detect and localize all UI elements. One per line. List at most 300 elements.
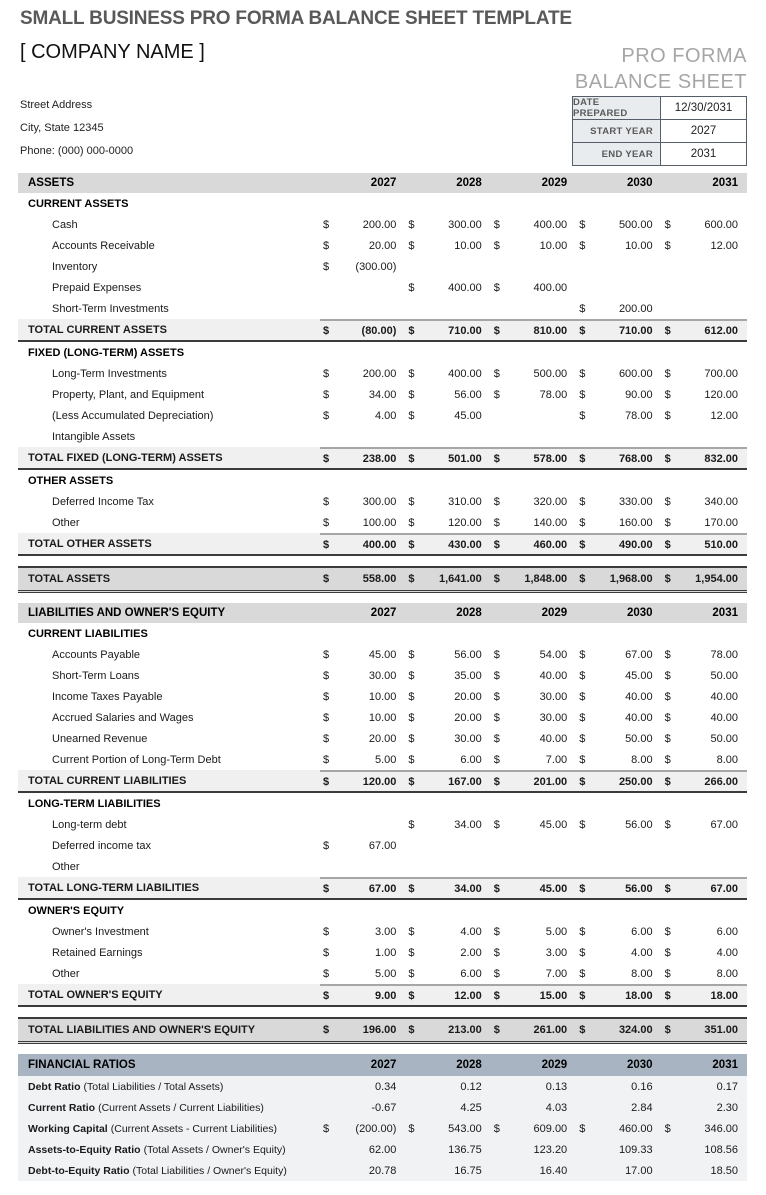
value-cell <box>405 877 490 898</box>
row-label: Deferred income tax <box>52 839 152 852</box>
value-cell <box>320 814 405 835</box>
dollar-sign: $ <box>323 732 330 745</box>
dollar-sign: $ <box>579 690 586 703</box>
empty-cell <box>576 623 661 644</box>
cell-value: 1,968.00 <box>609 573 653 585</box>
dollar-sign: $ <box>664 925 671 938</box>
value-cell <box>405 644 490 665</box>
cell-value: 120.00 <box>704 388 738 401</box>
cell-value: 34.00 <box>368 388 397 401</box>
dollar-sign: $ <box>323 648 330 661</box>
cell-value: 67.00 <box>368 839 397 852</box>
value-cell <box>491 856 576 877</box>
cell-value: 2.30 <box>716 1101 738 1114</box>
cell-value: 400.00 <box>448 367 482 380</box>
data-row <box>18 491 747 512</box>
info-row-date-prepared <box>573 97 746 119</box>
value-cell <box>662 363 747 384</box>
empty-cell <box>320 900 405 921</box>
cell-value: 543.00 <box>448 1122 482 1135</box>
value-cell <box>320 1118 405 1139</box>
cell-value: 67.00 <box>625 648 653 661</box>
section-header-row <box>18 603 747 623</box>
dollar-sign: $ <box>579 516 586 529</box>
value-cell <box>576 665 661 686</box>
row-label: (Less Accumulated Depreciation) <box>52 409 214 422</box>
value-cell <box>320 363 405 384</box>
cell-value: 40.00 <box>710 711 738 724</box>
empty-cell <box>491 793 576 814</box>
dollar-sign: $ <box>408 946 415 959</box>
dollar-sign: $ <box>579 1122 586 1135</box>
grand-total-row <box>18 566 747 593</box>
ratio-label <box>18 1160 320 1181</box>
value-cell <box>662 1076 747 1097</box>
row-label: Retained Earnings <box>52 946 143 959</box>
cell-value: 17.00 <box>625 1164 653 1177</box>
value-cell <box>320 877 405 898</box>
cell-value: 0.12 <box>460 1080 482 1093</box>
cell-value: 300.00 <box>362 495 397 508</box>
value-cell <box>576 814 661 835</box>
dollar-sign: $ <box>579 946 586 959</box>
value-cell <box>491 749 576 770</box>
dollar-sign: $ <box>323 495 330 508</box>
empty-cell <box>662 470 747 491</box>
value-cell <box>576 405 661 426</box>
date-prepared-label: DATE PREPARED <box>573 97 661 119</box>
cell-value: 300.00 <box>448 218 482 231</box>
cell-value: 67.00 <box>710 818 738 831</box>
cell-value: 34.00 <box>454 818 482 831</box>
value-cell <box>320 856 405 877</box>
cell-value: 18.00 <box>710 989 738 1002</box>
cell-value: 8.00 <box>631 753 653 766</box>
dollar-sign: $ <box>579 538 586 551</box>
year-header: 2027 <box>370 177 397 189</box>
cell-value: 400.00 <box>533 281 568 294</box>
cell-value: 34.00 <box>454 882 482 895</box>
subsection-title-row <box>18 470 747 491</box>
total-row <box>18 984 747 1007</box>
dollar-sign: $ <box>579 324 586 337</box>
cell-value: 0.16 <box>631 1080 653 1093</box>
cell-value: 4.00 <box>374 409 397 422</box>
value-cell <box>662 1118 747 1139</box>
doc-type <box>575 43 747 95</box>
cell-value: 20.00 <box>368 732 397 745</box>
ratio-row <box>18 1118 747 1139</box>
cell-value: 4.00 <box>631 946 653 959</box>
data-row <box>18 512 747 533</box>
cell-value: 1,954.00 <box>695 573 738 585</box>
cell-value: 4.03 <box>545 1101 568 1114</box>
subsection-title: CURRENT LIABILITIES <box>28 627 148 640</box>
empty-cell <box>576 193 661 214</box>
cell-value: 78.00 <box>625 409 653 422</box>
cell-value: 320.00 <box>533 495 568 508</box>
empty-cell <box>491 193 576 214</box>
cell-value: 340.00 <box>704 495 738 508</box>
dollar-sign: $ <box>493 218 500 231</box>
empty-cell <box>320 623 405 644</box>
year-header: 2027 <box>370 607 397 619</box>
value-cell <box>320 491 405 512</box>
cell-value: 490.00 <box>618 538 653 551</box>
value-cell <box>662 963 747 984</box>
cell-value: 8.00 <box>716 753 738 766</box>
dollar-sign: $ <box>664 324 671 337</box>
dollar-sign: $ <box>323 367 330 380</box>
cell-value: 50.00 <box>625 732 653 745</box>
value-cell <box>405 277 490 298</box>
dollar-sign: $ <box>664 452 671 465</box>
dollar-sign: $ <box>579 302 586 315</box>
data-row <box>18 686 747 707</box>
dollar-sign: $ <box>579 239 586 252</box>
data-row <box>18 405 747 426</box>
value-cell <box>576 1118 661 1139</box>
value-cell <box>405 363 490 384</box>
value-cell <box>320 770 405 791</box>
cell-value: 609.00 <box>533 1122 568 1135</box>
value-cell <box>405 665 490 686</box>
dollar-sign: $ <box>664 218 671 231</box>
value-cell <box>405 533 490 554</box>
cell-value: 160.00 <box>618 516 653 529</box>
row-label: Other <box>52 967 80 980</box>
value-cell <box>662 728 747 749</box>
value-cell <box>576 1076 661 1097</box>
value-cell <box>576 1160 661 1181</box>
value-cell <box>662 256 747 277</box>
empty-cell <box>662 193 747 214</box>
data-row <box>18 298 747 319</box>
cell-value: 67.00 <box>368 882 397 895</box>
cell-value: 120.00 <box>448 516 482 529</box>
value-cell <box>576 963 661 984</box>
year-header: 2029 <box>541 607 568 619</box>
value-cell <box>662 512 747 533</box>
subsection-title: CURRENT ASSETS <box>28 197 129 210</box>
cell-value: 346.00 <box>704 1122 738 1135</box>
cell-value: 167.00 <box>448 775 482 788</box>
cell-value: 558.00 <box>362 573 397 585</box>
cell-value: 40.00 <box>625 711 653 724</box>
value-cell <box>320 707 405 728</box>
value-cell <box>405 942 490 963</box>
total-label: TOTAL CURRENT LIABILITIES <box>28 774 187 787</box>
ratio-formula: (Total Assets / Owner's Equity) <box>143 1143 286 1156</box>
value-cell <box>405 749 490 770</box>
value-cell <box>405 1139 490 1160</box>
dollar-sign: $ <box>579 753 586 766</box>
data-row <box>18 665 747 686</box>
value-cell <box>320 665 405 686</box>
cell-value: 510.00 <box>704 538 738 551</box>
dollar-sign: $ <box>493 281 500 294</box>
dollar-sign: $ <box>323 882 330 895</box>
value-cell <box>576 1139 661 1160</box>
dollar-sign: $ <box>408 732 415 745</box>
cell-value: 18.00 <box>625 989 653 1002</box>
subsection-title: OTHER ASSETS <box>28 474 114 487</box>
value-cell <box>662 644 747 665</box>
dollar-sign: $ <box>579 388 586 401</box>
dollar-sign: $ <box>408 1122 415 1135</box>
value-cell <box>662 835 747 856</box>
value-cell <box>320 214 405 235</box>
value-cell <box>576 942 661 963</box>
row-label: Accounts Receivable <box>52 239 155 252</box>
value-cell <box>576 770 661 791</box>
row-label: Accrued Salaries and Wages <box>52 711 194 724</box>
empty-cell <box>576 793 661 814</box>
dollar-sign: $ <box>579 648 586 661</box>
empty-cell <box>405 623 490 644</box>
section-header-row <box>18 173 747 193</box>
value-cell <box>320 1139 405 1160</box>
value-cell <box>491 568 576 590</box>
value-cell <box>405 298 490 319</box>
dollar-sign: $ <box>493 324 500 337</box>
cell-value: 6.00 <box>460 967 482 980</box>
cell-value: 9.00 <box>374 989 397 1002</box>
cell-value: 12.00 <box>710 409 738 422</box>
cell-value: 20.00 <box>368 239 397 252</box>
doc-type-line2: BALANCE SHEET <box>574 71 747 93</box>
cell-value: 266.00 <box>704 775 738 788</box>
dollar-sign: $ <box>493 775 500 788</box>
row-label: Current Portion of Long-Term Debt <box>52 753 221 766</box>
total-row <box>18 770 747 793</box>
cell-value: 45.00 <box>368 648 397 661</box>
info-row-end-year <box>573 142 746 165</box>
ratio-row <box>18 1097 747 1118</box>
value-cell <box>405 856 490 877</box>
dollar-sign: $ <box>493 452 500 465</box>
cell-value: 430.00 <box>448 538 482 551</box>
data-row <box>18 644 747 665</box>
address-phone: Phone: (000) 000-0000 <box>20 145 134 157</box>
dollar-sign: $ <box>664 1122 671 1135</box>
section-header-label: ASSETS <box>28 177 75 189</box>
value-cell <box>320 298 405 319</box>
row-label: Long-Term Investments <box>52 367 167 380</box>
value-cell <box>491 1118 576 1139</box>
year-header: 2030 <box>627 177 653 189</box>
empty-cell <box>320 342 405 363</box>
dollar-sign: $ <box>408 281 415 294</box>
total-label: TOTAL CURRENT ASSETS <box>28 323 167 336</box>
value-cell <box>405 1160 490 1181</box>
value-cell <box>320 1160 405 1181</box>
value-cell <box>576 533 661 554</box>
cell-value: 0.17 <box>716 1080 738 1093</box>
data-row <box>18 384 747 405</box>
ratio-name: Current Ratio <box>28 1101 96 1114</box>
cell-value: 56.00 <box>625 818 653 831</box>
dollar-sign: $ <box>323 452 330 465</box>
dollar-sign: $ <box>579 409 586 422</box>
dollar-sign: $ <box>493 516 500 529</box>
value-cell <box>576 568 661 590</box>
empty-cell <box>405 470 490 491</box>
dollar-sign: $ <box>493 239 500 252</box>
cell-value: 0.13 <box>545 1080 568 1093</box>
empty-cell <box>576 900 661 921</box>
cell-value: 400.00 <box>448 281 482 294</box>
dollar-sign: $ <box>323 967 330 980</box>
cell-value: 10.00 <box>625 239 653 252</box>
year-header: 2027 <box>370 1059 397 1071</box>
value-cell <box>662 1097 747 1118</box>
dollar-sign: $ <box>493 648 500 661</box>
value-cell <box>662 319 747 340</box>
cell-value: 10.00 <box>368 711 397 724</box>
subsection-title-row <box>18 793 747 814</box>
dollar-sign: $ <box>493 495 500 508</box>
row-label: Property, Plant, and Equipment <box>52 388 205 401</box>
data-row <box>18 426 747 447</box>
cell-value: 30.00 <box>368 669 397 682</box>
dollar-sign: $ <box>579 882 586 895</box>
value-cell <box>491 728 576 749</box>
cell-value: 768.00 <box>618 452 653 465</box>
cell-value: 196.00 <box>362 1024 397 1036</box>
value-cell <box>320 533 405 554</box>
cell-value: 4.25 <box>460 1101 482 1114</box>
end-year-label: END YEAR <box>573 143 661 165</box>
value-cell <box>320 749 405 770</box>
dollar-sign: $ <box>493 732 500 745</box>
dollar-sign: $ <box>408 989 415 1002</box>
empty-cell <box>662 623 747 644</box>
dollar-sign: $ <box>323 260 330 273</box>
dollar-sign: $ <box>493 1024 500 1036</box>
dollar-sign: $ <box>408 409 415 422</box>
dollar-sign: $ <box>408 367 415 380</box>
dollar-sign: $ <box>579 989 586 1002</box>
value-cell <box>405 707 490 728</box>
dollar-sign: $ <box>323 711 330 724</box>
value-cell <box>405 235 490 256</box>
dollar-sign: $ <box>579 818 586 831</box>
subsection-title: FIXED (LONG-TERM) ASSETS <box>28 346 185 359</box>
value-cell <box>662 235 747 256</box>
end-year-value: 2031 <box>690 148 717 160</box>
year-header: 2030 <box>627 1059 653 1071</box>
data-row <box>18 363 747 384</box>
cell-value: 45.00 <box>539 882 568 895</box>
value-cell <box>576 214 661 235</box>
value-cell <box>662 770 747 791</box>
dollar-sign: $ <box>664 495 671 508</box>
value-cell <box>491 405 576 426</box>
dollar-sign: $ <box>323 218 330 231</box>
row-label: Long-term debt <box>52 818 127 831</box>
value-cell <box>576 447 661 468</box>
row-label: Cash <box>52 218 78 231</box>
cell-value: 810.00 <box>533 324 568 337</box>
cell-value: 0.34 <box>374 1080 397 1093</box>
empty-cell <box>320 193 405 214</box>
cell-value: 2.00 <box>460 946 482 959</box>
balance-sheet <box>18 173 747 1181</box>
value-cell <box>576 686 661 707</box>
value-cell <box>405 835 490 856</box>
dollar-sign: $ <box>664 648 671 661</box>
empty-cell <box>405 342 490 363</box>
cell-value: (300.00) <box>355 260 397 273</box>
ratio-name: Debt-to-Equity Ratio <box>28 1164 130 1177</box>
cell-value: 109.33 <box>618 1143 653 1156</box>
cell-value: 250.00 <box>618 775 653 788</box>
value-cell <box>576 363 661 384</box>
dollar-sign: $ <box>323 388 330 401</box>
cell-value: 15.00 <box>539 989 568 1002</box>
value-cell <box>576 1097 661 1118</box>
value-cell <box>662 426 747 447</box>
row-label: Short-Term Loans <box>52 669 140 682</box>
dollar-sign: $ <box>408 573 415 585</box>
address-city-state: City, State 12345 <box>20 122 104 134</box>
value-cell <box>491 707 576 728</box>
cell-value: 832.00 <box>704 452 738 465</box>
dollar-sign: $ <box>323 989 330 1002</box>
cell-value: 45.00 <box>625 669 653 682</box>
value-cell <box>576 728 661 749</box>
subsection-title: OWNER'S EQUITY <box>28 904 125 917</box>
dollar-sign: $ <box>408 775 415 788</box>
year-header: 2028 <box>456 607 482 619</box>
value-cell <box>405 384 490 405</box>
year-header: 2029 <box>541 177 568 189</box>
value-cell <box>320 1019 405 1041</box>
cell-value: 5.00 <box>374 753 397 766</box>
cell-value: 400.00 <box>362 538 397 551</box>
cell-value: 8.00 <box>631 967 653 980</box>
value-cell <box>491 491 576 512</box>
info-box <box>572 96 747 166</box>
cell-value: 612.00 <box>704 324 738 337</box>
cell-value: 50.00 <box>710 732 738 745</box>
dollar-sign: $ <box>579 925 586 938</box>
value-cell <box>662 942 747 963</box>
cell-value: 16.40 <box>539 1164 568 1177</box>
dollar-sign: $ <box>664 989 671 1002</box>
cell-value: 4.00 <box>716 946 738 959</box>
value-cell <box>576 877 661 898</box>
ratio-formula: (Current Assets / Current Liabilities) <box>98 1101 264 1114</box>
dollar-sign: $ <box>323 1122 330 1135</box>
value-cell <box>662 405 747 426</box>
cell-value: 600.00 <box>618 367 653 380</box>
value-cell <box>576 491 661 512</box>
total-row <box>18 319 747 342</box>
dollar-sign: $ <box>493 690 500 703</box>
empty-cell <box>662 342 747 363</box>
cell-value: 324.00 <box>618 1024 653 1036</box>
dollar-sign: $ <box>408 882 415 895</box>
data-row <box>18 963 747 984</box>
data-row <box>18 814 747 835</box>
value-cell <box>405 447 490 468</box>
cell-value: 56.00 <box>625 882 653 895</box>
cell-value: 501.00 <box>448 452 482 465</box>
year-header: 2031 <box>712 1059 738 1071</box>
section-gap <box>18 1007 747 1017</box>
